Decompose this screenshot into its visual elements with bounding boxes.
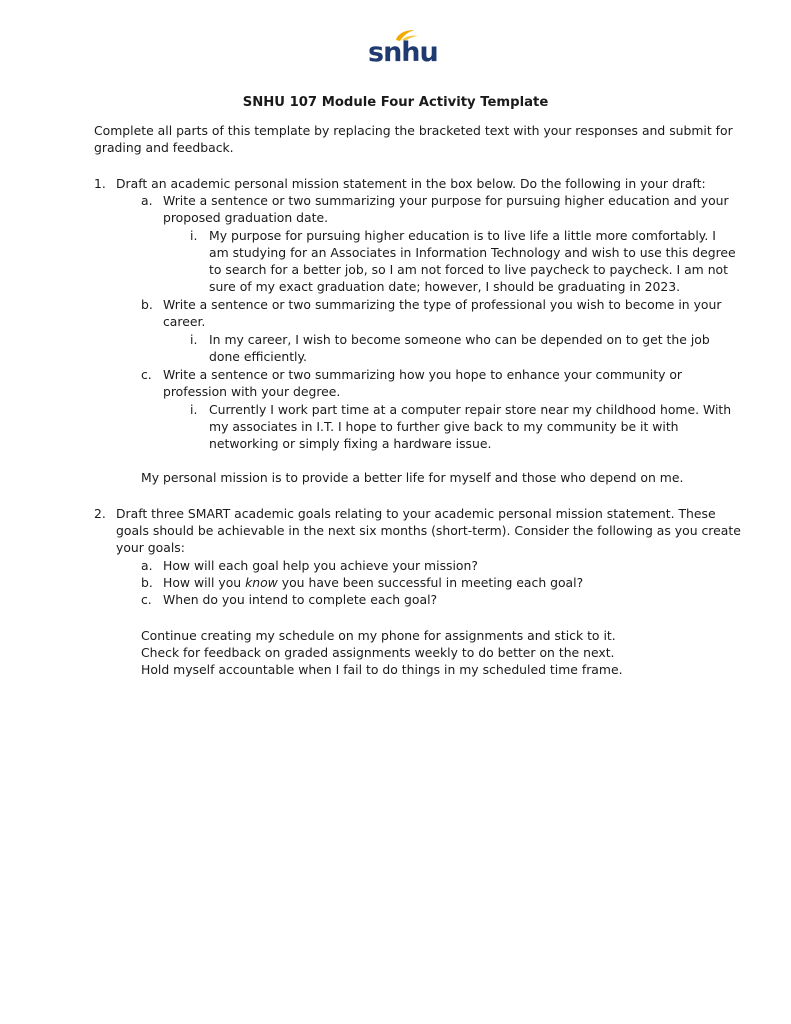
q1c-text: Write a sentence or two summarizing how you hope to enhance your community or: [163, 367, 683, 382]
intro-line: Complete all parts of this template by replacing the bracketed text with your responses and submit for: [94, 123, 733, 138]
q1-prompt: Draft an academic personal mission statement in the box below. Do the following in your draft:: [116, 176, 706, 191]
q2-prompt: Draft three SMART academic goals relating to your academic personal mission statement. These: [116, 506, 716, 521]
q1a-answer: My purpose for pursuing higher education is to live life a little more comfortably. I: [209, 228, 716, 243]
q2c-text: When do you intend to complete each goal?: [163, 592, 438, 607]
q2-number: 2.: [94, 506, 106, 521]
q2c-marker: c.: [141, 592, 152, 607]
snhu-logo: [362, 28, 438, 72]
q1a-answer: sure of my exact graduation date; however, I should be graduating in 2023.: [209, 279, 681, 294]
q1b-answer: In my career, I wish to become someone who can be depended on to get the job: [209, 332, 710, 347]
q2b-pre: How will you: [163, 575, 246, 590]
goal-item: Check for feedback on graded assignments weekly to do better on the next.: [141, 645, 615, 660]
q1c-answer: Currently I work part time at a computer repair store near my childhood home. With: [209, 402, 732, 417]
q2b-marker: b.: [141, 575, 153, 590]
logo-text: snhu: [368, 37, 438, 68]
q1c-answer: my associates in I.T. I hope to further give back to my community be it with: [209, 419, 679, 434]
q1c-answer: networking or simply fixing a hardware issue.: [209, 436, 492, 451]
q1b-answer: done efficiently.: [209, 349, 307, 364]
q1a-answer-marker: i.: [190, 228, 198, 243]
intro-line: grading and feedback.: [94, 140, 234, 155]
q1a-text: proposed graduation date.: [163, 210, 329, 225]
q2a-marker: a.: [141, 558, 153, 573]
q1a-marker: a.: [141, 193, 153, 208]
q1-number: 1.: [94, 176, 106, 191]
q1a-text: Write a sentence or two summarizing your purpose for pursuing higher education and your: [163, 193, 729, 208]
goal-item: Continue creating my schedule on my phone for assignments and stick to it.: [141, 628, 616, 643]
q2b-text: [163, 574, 583, 591]
q1a-answer: to search for a better job, so I am not forced to live paycheck to paycheck. I am not: [209, 262, 728, 277]
q1c-marker: c.: [141, 367, 152, 382]
mission-statement: My personal mission is to provide a better life for myself and those who depend on me.: [141, 470, 684, 485]
q2b-emphasis: know: [245, 575, 278, 590]
q1b-text: career.: [163, 314, 206, 329]
goal-item: Hold myself accountable when I fail to do things in my scheduled time frame.: [141, 662, 623, 677]
page-title: SNHU 107 Module Four Activity Template: [242, 95, 549, 110]
q1b-answer-marker: i.: [190, 332, 198, 347]
q1b-marker: b.: [141, 297, 153, 312]
q2b-post: you have been successful in meeting each goal?: [277, 575, 584, 590]
q1a-answer: am studying for an Associates in Information Technology and wish to use this degree: [209, 245, 736, 260]
q2-prompt: goals should be achievable in the next six months (short-term). Consider the following as you create: [116, 523, 741, 538]
q1c-answer-marker: i.: [190, 402, 198, 417]
q2a-text: How will each goal help you achieve your mission?: [163, 558, 478, 573]
q1b-text: Write a sentence or two summarizing the type of professional you wish to become in your: [163, 297, 722, 312]
q1c-text: profession with your degree.: [163, 384, 341, 399]
q2-prompt: your goals:: [116, 540, 185, 555]
